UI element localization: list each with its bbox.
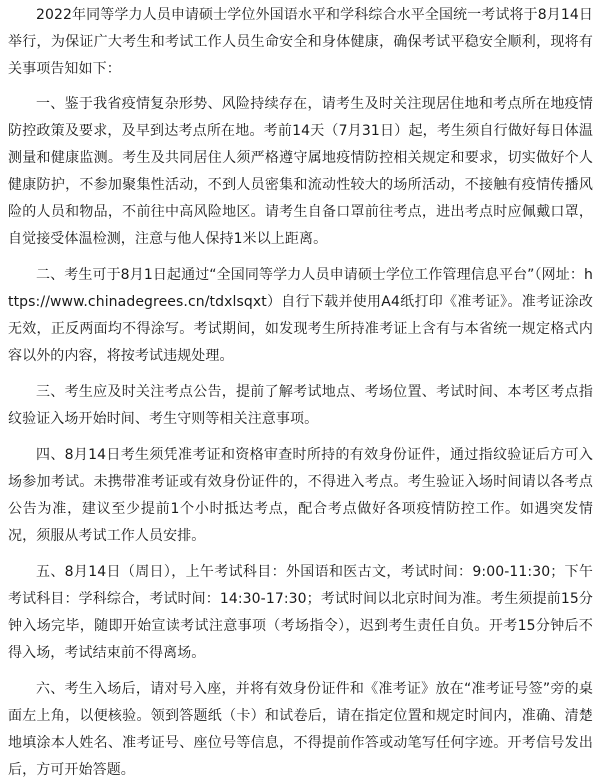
section-2-paragraph: 二、考生可于8月1日起通过“全国同等学力人员申请硕士学位工作管理信息平台”（网址：https://www.chinadegrees.cn/tdxlsqxt）自行下载并使用A4纸打印《准考证》。准考证涂改无效，正反两面均不得涂写。考试期间，如发现考生所持准考证上含有与本省统一规定格式内容以外的内容，将按考试违规处理。 [8,267,593,364]
section-6-paragraph: 六、考生入场后，请对号入座，并将有效身份证件和《准考证》放在“准考证号签”旁的桌面左上角，以便核验。领到答题纸（卡）和试卷后，请在指定位置和规定时间内，准确、清楚地填涂本人姓名、准考证号、座位号等信息，不得提前作答或动笔写任何字迹。开考信号发出后，方可开始答题。 [8,681,593,778]
section-4-paragraph: 四、8月14日考生须凭准考证和资格审查时所持的有效身份证件，通过指纹验证后方可入场参加考试。未携带准考证或有效身份证件的，不得进入考点。考生验证入场时间请以各考点公告为准，建议至少提前1个小时抵达考点，配合考点做好各项疫情防控工作。如遇突发情况，须服从考试工作人员安排。 [8,447,593,544]
intro-paragraph: 2022年同等学力人员申请硕士学位外国语水平和学科综合水平全国统一考试将于8月14日举行，为保证广大考生和考试工作人员生命安全和身体健康，确保考试平稳安全顺利，现将有关事项告知如下： [8,7,593,77]
section-5-paragraph: 五、8月14日（周日），上午考试科目：外国语和医古文，考试时间：9:00-11:30；下午考试科目：学科综合，考试时间：14:30-17:30；考试时间以北京时间为准。考生须提前15分钟入场完毕，随即开始宣读考试注意事项（考场指令），迟到考生责任自负。开考15分钟后不得入场，考试结束前不得离场。 [8,564,593,661]
section-3-paragraph: 三、考生应及时关注考点公告，提前了解考试地点、考场位置、考试时间、本考区考点指纹验证入场开始时间、考生守则等相关注意事项。 [8,384,593,427]
section-1-paragraph: 一、鉴于我省疫情复杂形势、风险持续存在，请考生及时关注现居住地和考点所在地疫情防控政策及要求，及早到达考点所在地。考前14天（7月31日）起，考生须自行做好每日体温测量和健康监测。考生及共同居住人须严格遵守属地疫情防控相关规定和要求，切实做好个人健康防护，不参加聚集性活动，不到人员密集和流动性较大的场所活动，不接触有疫情传播风险的人员和物品，不前往中高风险地区。请考生自备口罩前往考点，进出考点时应佩戴口罩，自觉接受体温检测，注意与他人保持1米以上距离。 [8,96,593,247]
